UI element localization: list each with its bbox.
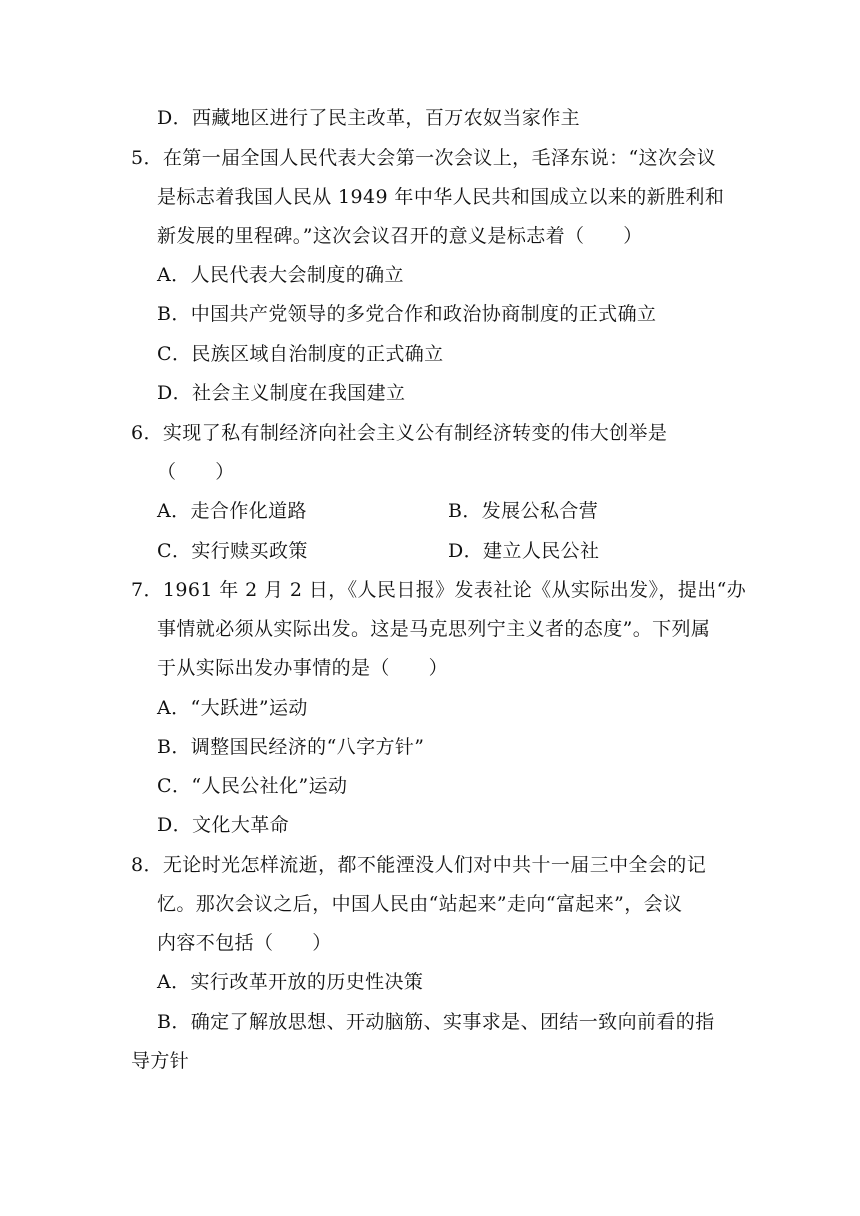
q5-stem-line-1: 5．在第一届全国人民代表大会第一次会议上，毛泽东说：“这次会议 [131, 147, 717, 169]
q8-option-b-line-1: B．确定了解放思想、开动脑筋、实事求是、团结一致向前看的指 [157, 1011, 715, 1033]
q6-option-a: A．走合作化道路 [157, 500, 307, 522]
q5-option-b: B．中国共产党领导的多党合作和政治协商制度的正式确立 [157, 303, 657, 325]
q7-option-d: D．文化大革命 [157, 814, 290, 836]
q7-stem-line-1: 7．1961 年 2 月 2 日，《人民日报》发表社论《从实际出发》，提出“办 [131, 579, 747, 601]
q8-stem-line-3: 内容不包括（ ） [157, 932, 332, 954]
q6-option-c: C．实行赎买政策 [157, 540, 308, 562]
q7-option-b: B．调整国民经济的“八字方针” [157, 736, 425, 758]
q6-option-b: B．发展公私合营 [448, 500, 599, 522]
q8-option-a: A．实行改革开放的历史性决策 [157, 971, 424, 993]
q5-stem-line-3: 新发展的里程碑。”这次会议召开的意义是标志着（ ） [157, 225, 643, 247]
q5-stem-line-2: 是标志着我国人民从 1949 年中华人民共和国成立以来的新胜利和 [157, 186, 725, 208]
q8-option-b-line-2: 导方针 [131, 1050, 190, 1072]
q5-option-d: D．社会主义制度在我国建立 [157, 382, 406, 404]
q5-option-a: A．人民代表大会制度的确立 [157, 264, 404, 286]
q6-answer-bracket: （ ） [157, 461, 235, 483]
q5-option-c: C．民族区域自治制度的正式确立 [157, 343, 444, 365]
q6-stem-line-1: 6．实现了私有制经济向社会主义公有制经济转变的伟大创举是 [131, 422, 668, 444]
q7-stem-line-2: 事情就必须从实际出发。这是马克思列宁主义者的态度”。下列属 [157, 618, 711, 640]
q7-option-a: A．“大跃进”运动 [157, 697, 308, 719]
q8-stem-line-2: 忆。那次会议之后，中国人民由“站起来”走向“富起来”，会议 [157, 893, 683, 915]
q4-option-d: D．西藏地区进行了民主改革，百万农奴当家作主 [157, 107, 581, 129]
q8-stem-line-1: 8．无论时光怎样流逝，都不能湮没人们对中共十一届三中全会的记 [131, 854, 707, 876]
q7-option-c: C．“人民公社化”运动 [157, 775, 348, 797]
q6-option-d: D．建立人民公社 [448, 540, 600, 562]
q7-stem-line-3: 于从实际出发办事情的是（ ） [157, 657, 449, 679]
